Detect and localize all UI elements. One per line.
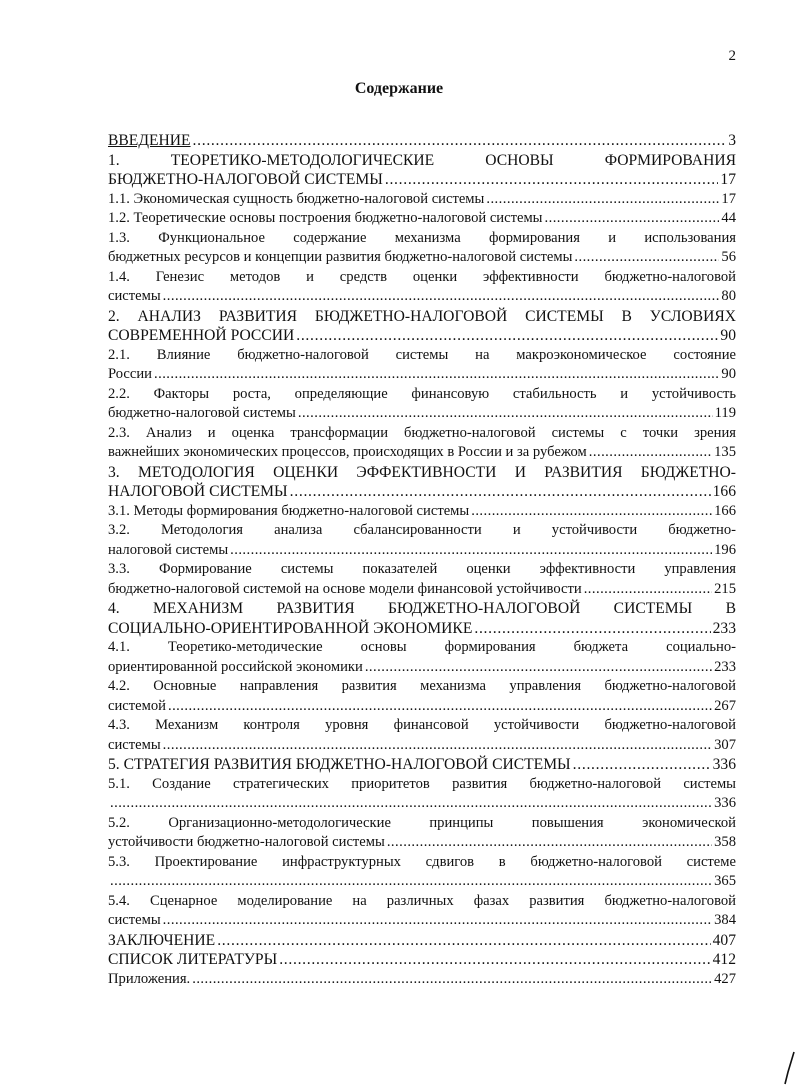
dot-leader xyxy=(584,580,712,600)
toc-entry-leader-line xyxy=(108,697,736,717)
toc-page-number: 90 xyxy=(721,366,736,382)
toc-entry-title: бюджетно-налоговой системы xyxy=(108,405,296,421)
toc-entry-text: 2.3. Анализ и оценка трансформации бюджетно-налоговой системы с точки зрения xyxy=(108,424,736,441)
toc-entry-title: бюджетных ресурсов и концепции развития бюджетно-налоговой системы xyxy=(108,249,573,265)
toc-entry-leader-line xyxy=(108,404,736,424)
dot-leader xyxy=(154,365,719,385)
toc-entry-title: Приложения. xyxy=(108,970,191,987)
dot-leader xyxy=(574,248,719,268)
dot-leader xyxy=(192,970,712,990)
toc-entry-text: 5.1. Создание стратегических приоритетов развития бюджетно-налоговой системы xyxy=(108,775,736,792)
toc-entry-title: России xyxy=(108,366,152,382)
dot-leader xyxy=(230,541,712,561)
toc-entry-text: 2. АНАЛИЗ РАЗВИТИЯ БЮДЖЕТНО-НАЛОГОВОЙ СИСТЕМЫ В УСЛОВИЯХ xyxy=(108,307,736,325)
table-of-contents xyxy=(108,131,736,989)
page-title: Содержание xyxy=(354,80,444,97)
toc-entry-leader-line xyxy=(108,365,736,385)
dot-leader xyxy=(290,482,711,502)
toc-entry-text: 4.3. Механизм контроля уровня финансовой устойчивости бюджетно-налоговой xyxy=(108,717,736,733)
toc-page-number: 80 xyxy=(721,288,736,304)
toc-entry-leader-line xyxy=(108,619,736,639)
toc-entry-leader-line xyxy=(108,190,736,210)
dot-leader xyxy=(163,736,712,756)
toc-page-number: 412 xyxy=(712,951,736,968)
toc-page-number: 135 xyxy=(714,444,736,460)
toc-entry-text: 5.2. Организационно-методологические принципы повышения экономической xyxy=(108,814,736,831)
dot-leader xyxy=(279,950,710,970)
toc-entry-leader-line xyxy=(108,755,736,775)
toc-entry[interactable] xyxy=(108,716,736,755)
toc-entry-leader-line xyxy=(108,794,736,814)
toc-entry[interactable] xyxy=(108,950,736,970)
toc-page-number: 427 xyxy=(714,970,736,987)
toc-page-number: 358 xyxy=(714,834,736,850)
toc-entry[interactable] xyxy=(108,677,736,716)
toc-entry-text: 3. МЕТОДОЛОГИЯ ОЦЕНКИ ЭФФЕКТИВНОСТИ И РАЗВИТИЯ БЮДЖЕТНО- xyxy=(108,463,736,481)
toc-entry[interactable] xyxy=(108,775,736,814)
toc-entry-leader-line xyxy=(108,911,736,931)
toc-entry-text: 2.2. Факторы роста, определяющие финансовую стабильность и устойчивость xyxy=(108,385,736,402)
toc-page-number: 17 xyxy=(720,171,736,188)
dot-leader xyxy=(387,833,712,853)
toc-page-number: 336 xyxy=(714,795,736,811)
toc-page-number: 196 xyxy=(714,541,736,558)
toc-page-number: 407 xyxy=(712,931,736,949)
toc-entry[interactable] xyxy=(108,502,736,522)
toc-entry[interactable] xyxy=(108,346,736,385)
toc-entry-leader-line xyxy=(108,326,736,346)
toc-entry[interactable] xyxy=(108,151,736,190)
toc-entry-leader-line xyxy=(108,170,736,190)
toc-page-number: 233 xyxy=(712,619,736,637)
toc-entry[interactable] xyxy=(108,599,736,638)
toc-entry-leader-line xyxy=(108,931,736,951)
toc-page-number: 44 xyxy=(721,210,736,226)
dot-leader xyxy=(163,911,712,931)
toc-page-number: 267 xyxy=(714,697,736,714)
toc-entry-text: 4. МЕХАНИЗМ РАЗВИТИЯ БЮДЖЕТНО-НАЛОГОВОЙ СИСТЕМЫ В xyxy=(108,600,736,617)
toc-entry[interactable] xyxy=(108,190,736,210)
toc-entry[interactable] xyxy=(108,463,736,502)
toc-page-number: 307 xyxy=(714,736,736,753)
toc-entry[interactable] xyxy=(108,385,736,424)
pen-mark-icon xyxy=(782,1050,796,1086)
toc-entry-title: 3.1. Методы формирования бюджетно-налоговой системы xyxy=(108,502,470,519)
dot-leader xyxy=(110,794,712,814)
toc-entry-title: ЗАКЛЮЧЕНИЕ xyxy=(108,931,216,949)
toc-entry-title: СОВРЕМЕННОЙ РОССИИ xyxy=(108,327,295,344)
toc-entry[interactable] xyxy=(108,229,736,268)
dot-leader xyxy=(471,502,712,522)
toc-entry-title: ориентированной российской экономики xyxy=(108,658,363,675)
toc-page-number: 365 xyxy=(714,873,736,889)
toc-entry-leader-line xyxy=(108,833,736,853)
toc-page-number: 3 xyxy=(728,132,736,149)
toc-entry[interactable] xyxy=(108,970,736,990)
toc-entry[interactable] xyxy=(108,638,736,677)
toc-entry-text: 4.1. Теоретико-методические основы формирования бюджета социально- xyxy=(108,639,736,655)
dot-leader xyxy=(217,931,710,951)
toc-entry-leader-line xyxy=(108,248,736,268)
dot-leader xyxy=(385,170,719,190)
toc-entry-leader-line xyxy=(108,443,736,463)
toc-page-number: 384 xyxy=(714,912,736,928)
toc-page-number: 90 xyxy=(720,327,736,344)
toc-entry-text: 5.3. Проектирование инфраструктурных сдвигов в бюджетно-налоговой системе xyxy=(108,853,736,870)
toc-page-number: 336 xyxy=(712,756,736,773)
toc-entry-leader-line xyxy=(108,970,736,990)
toc-entry-leader-line xyxy=(108,131,736,151)
toc-page-number: 233 xyxy=(714,658,736,675)
dot-leader xyxy=(193,131,727,151)
toc-entry-title: 5. СТРАТЕГИЯ РАЗВИТИЯ БЮДЖЕТНО-НАЛОГОВОЙ СИСТЕМЫ xyxy=(108,756,571,773)
toc-page-number: 215 xyxy=(714,580,736,597)
toc-entry-title: СОЦИАЛЬНО-ОРИЕНТИРОВАННОЙ ЭКОНОМИКЕ xyxy=(108,619,473,637)
toc-page-number: 17 xyxy=(721,190,736,207)
dot-leader xyxy=(365,658,712,678)
toc-entry-title: системы xyxy=(108,288,161,304)
toc-entry-leader-line xyxy=(108,541,736,561)
toc-page-number: 119 xyxy=(714,405,736,421)
toc-entry-title: системой xyxy=(108,697,166,714)
dot-leader xyxy=(296,326,718,346)
toc-entry-text: 4.2. Основные направления развития механизма управления бюджетно-налоговой xyxy=(108,678,736,694)
toc-entry-leader-line xyxy=(108,950,736,970)
toc-entry[interactable] xyxy=(108,268,736,307)
toc-page-number: 56 xyxy=(721,249,736,265)
toc-entry-title: НАЛОГОВОЙ СИСТЕМЫ xyxy=(108,483,288,500)
toc-entry-text: 2.1. Влияние бюджетно-налоговой системы на макроэкономическое состояние xyxy=(108,346,736,363)
toc-entry-title: устойчивости бюджетно-налоговой системы xyxy=(108,834,385,850)
dot-leader xyxy=(163,287,720,307)
toc-entry-text: 3.3. Формирование системы показателей оценки эффективности управления xyxy=(108,561,736,577)
toc-entry-leader-line xyxy=(108,502,736,522)
page-number: 2 xyxy=(728,48,736,64)
toc-page-number: 166 xyxy=(712,483,736,500)
toc-entry-title: налоговой системы xyxy=(108,541,229,558)
dot-leader xyxy=(545,209,720,229)
dot-leader xyxy=(486,190,719,210)
toc-entry[interactable] xyxy=(108,931,736,951)
toc-entry[interactable] xyxy=(108,131,736,151)
toc-entry-title: БЮДЖЕТНО-НАЛОГОВОЙ СИСТЕМЫ xyxy=(108,171,383,188)
toc-entry-title: СПИСОК ЛИТЕРАТУРЫ xyxy=(108,951,278,968)
toc-entry[interactable] xyxy=(108,755,736,775)
toc-page-number: 166 xyxy=(714,502,736,519)
toc-entry-leader-line xyxy=(108,872,736,892)
dot-leader xyxy=(589,443,712,463)
dot-leader xyxy=(168,697,712,717)
toc-entry-title: 1.1. Экономическая сущность бюджетно-налоговой системы xyxy=(108,190,485,207)
toc-entry-title: 1.2. Теоретические основы построения бюджетно-налоговой системы xyxy=(108,210,543,226)
toc-entry-text: 1.4. Генезис методов и средств оценки эффективности бюджетно-налоговой xyxy=(108,268,736,285)
toc-entry-leader-line xyxy=(108,658,736,678)
toc-entry-leader-line xyxy=(108,287,736,307)
toc-entry-text: 1.3. Функциональное содержание механизма формирования и использования xyxy=(108,229,736,246)
dot-leader xyxy=(298,404,713,424)
toc-entry-leader-line xyxy=(108,209,736,229)
toc-entry-leader-line xyxy=(108,482,736,502)
toc-entry[interactable] xyxy=(108,209,736,229)
toc-entry-text: 3.2. Методология анализа сбалансированности и устойчивости бюджетно- xyxy=(108,522,736,538)
toc-entry[interactable] xyxy=(108,307,736,346)
toc-entry-text: 5.4. Сценарное моделирование на различных фазах развития бюджетно-налоговой xyxy=(108,892,736,909)
toc-entry[interactable] xyxy=(108,424,736,463)
toc-entry-title: важнейших экономических процессов, происходящих в России и за рубежом xyxy=(108,444,587,460)
toc-entry[interactable] xyxy=(108,560,736,599)
toc-entry-title: ВВЕДЕНИЕ xyxy=(108,132,191,149)
toc-entry-leader-line xyxy=(108,580,736,600)
toc-entry-leader-line xyxy=(108,736,736,756)
toc-entry[interactable] xyxy=(108,521,736,560)
dot-leader xyxy=(110,872,712,892)
toc-entry-text: 1. ТЕОРЕТИКО-МЕТОДОЛОГИЧЕСКИЕ ОСНОВЫ ФОРМИРОВАНИЯ xyxy=(108,151,736,169)
toc-entry-title: бюджетно-налоговой системой на основе модели финансовой устойчивости xyxy=(108,580,582,597)
toc-entry[interactable] xyxy=(108,814,736,853)
toc-entry-title: системы xyxy=(108,736,161,753)
dot-leader xyxy=(573,755,711,775)
dot-leader xyxy=(474,619,710,639)
toc-entry-title: системы xyxy=(108,912,161,928)
toc-entry[interactable] xyxy=(108,853,736,892)
toc-entry[interactable] xyxy=(108,892,736,931)
